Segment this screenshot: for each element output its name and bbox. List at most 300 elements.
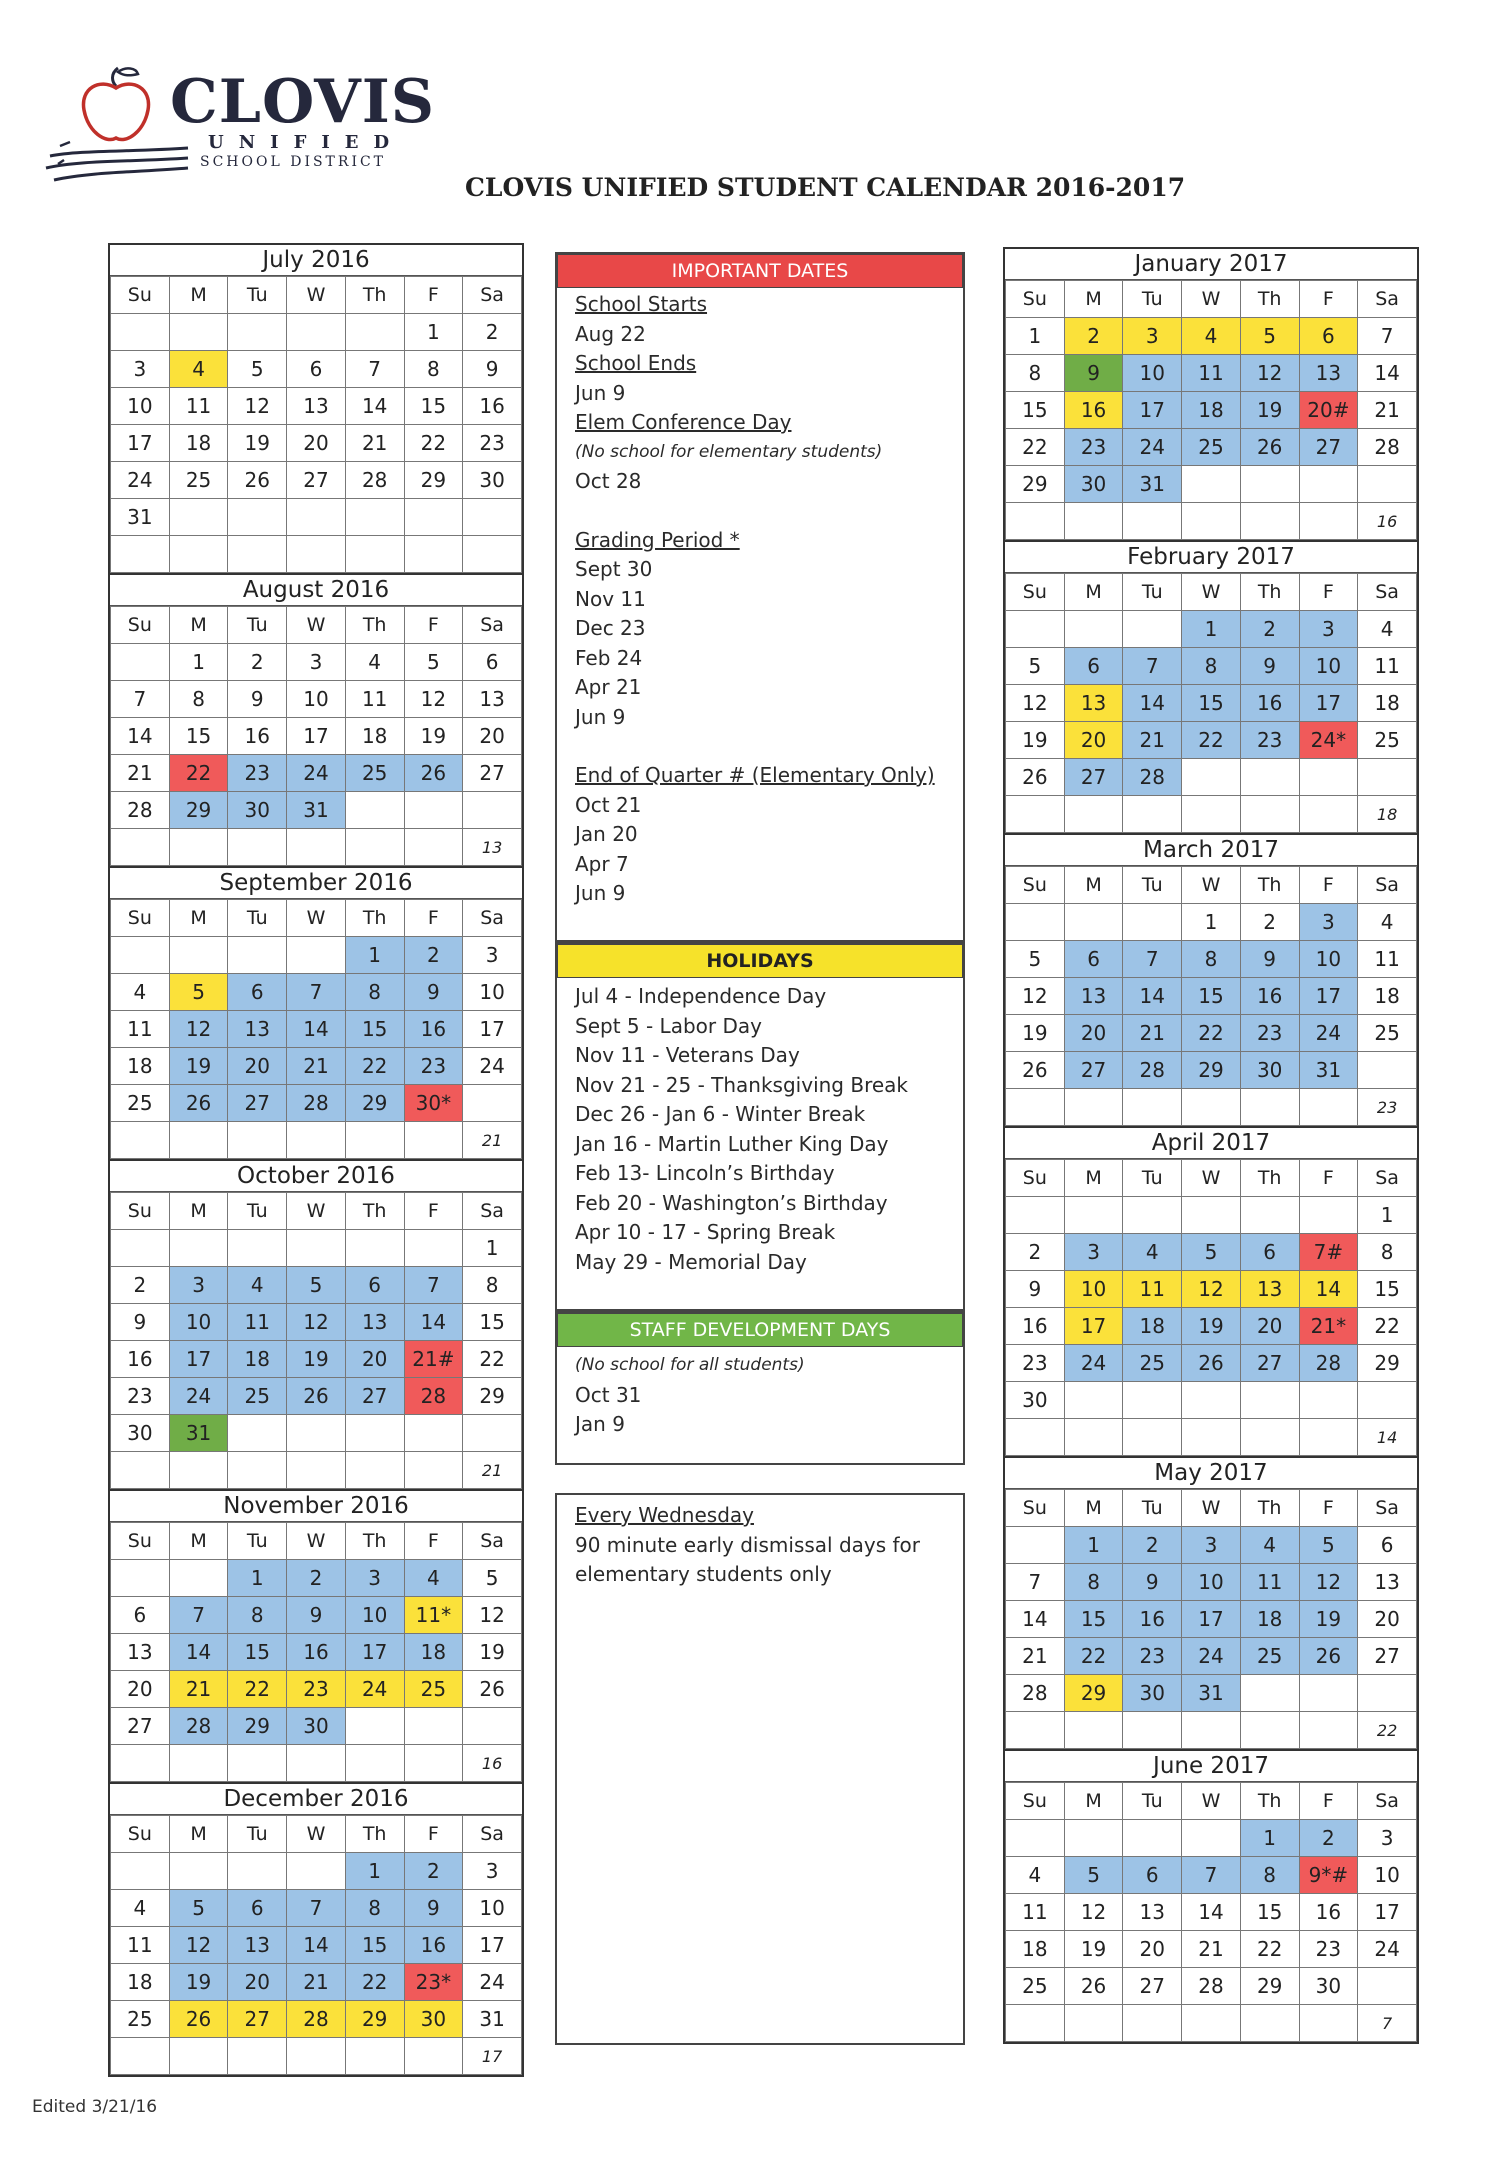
day-cell: 18 [1240,1601,1299,1638]
empty-cell [1240,759,1299,796]
month-grid [110,899,522,1159]
day-cell: 29 [404,462,463,499]
day-cell: 17 [345,1634,404,1671]
day-cell: 16 [1240,685,1299,722]
empty-cell [287,2038,346,2075]
day-cell: 2 [287,1560,346,1597]
empty-cell [1299,759,1358,796]
weekday-header: Su [1006,1490,1065,1527]
day-cell: 26 [228,462,287,499]
day-cell: 3 [287,644,346,681]
day-cell: 25 [111,1085,170,1122]
empty-cell [345,1415,404,1452]
day-cell: 20 [1064,722,1123,759]
empty-cell [1182,1382,1241,1419]
empty-cell [1240,1712,1299,1749]
weekday-header: W [287,1523,346,1560]
week-row [111,1560,522,1597]
day-cell: 17 [1299,685,1358,722]
empty-cell [111,536,170,573]
day-cell: 27 [345,1378,404,1415]
day-cell: 13 [1358,1564,1417,1601]
day-cell: 11 [228,1304,287,1341]
weekday-header: Sa [1358,867,1417,904]
day-cell: 21 [287,1964,346,2001]
day-cell: 12 [169,1011,228,1048]
day-cell: 30 [463,462,522,499]
empty-cell [404,499,463,536]
day-cell: 1 [345,937,404,974]
day-cell: 22 [169,755,228,792]
day-cell: 6 [1299,318,1358,355]
day-cell: 19 [228,425,287,462]
week-row [1006,1308,1417,1345]
school-day-count: 14 [1358,1419,1417,1456]
spacer [557,732,963,761]
empty-cell [1182,1712,1241,1749]
empty-cell [228,937,287,974]
empty-cell [1299,466,1358,503]
day-cell: 19 [287,1341,346,1378]
day-cell: 20 [228,1048,287,1085]
empty-cell [1182,796,1241,833]
weekday-header: M [169,607,228,644]
empty-cell [287,1452,346,1489]
day-cell: 9 [1240,941,1299,978]
day-cell: 11* [404,1597,463,1634]
empty-cell [1299,1419,1358,1456]
weekday-header: Tu [1123,574,1182,611]
weekday-header: Th [345,1523,404,1560]
empty-cell [463,792,522,829]
day-cell: 19 [169,1964,228,2001]
list-heading: End of Quarter # (Elementary Only) [575,763,935,787]
week-row [1006,1638,1417,1675]
empty-cell [169,1230,228,1267]
day-cell: 1 [1240,1820,1299,1857]
empty-cell [228,1122,287,1159]
weekday-header: Sa [1358,1783,1417,1820]
weekday-header: F [1299,867,1358,904]
weekday-header: Th [1240,1160,1299,1197]
empty-cell [287,937,346,974]
day-cell: 7 [1123,941,1182,978]
day-cell: 10 [463,974,522,1011]
month-grid [110,276,522,573]
school-day-count: 13 [463,829,522,866]
weekday-header: W [287,1816,346,1853]
day-cell: 3 [1299,611,1358,648]
month-grid [1005,1782,1417,2042]
month-title: March 2017 [1005,835,1417,866]
day-cell: 12 [287,1304,346,1341]
day-cell: 1 [1182,611,1241,648]
day-cell: 3 [1064,1234,1123,1271]
document-title: CLOVIS UNIFIED STUDENT CALENDAR 2016-2017 [465,173,1186,202]
day-cell: 27 [1299,429,1358,466]
month-title: August 2016 [110,575,522,606]
week-row [111,1597,522,1634]
weekday-header: Tu [1123,1783,1182,1820]
day-cell: 16 [404,1927,463,1964]
week-row [1006,1820,1417,1857]
day-cell: 21 [345,425,404,462]
weekday-header: Sa [463,1816,522,1853]
day-cell: 5 [1006,941,1065,978]
day-cell: 11 [345,681,404,718]
weekday-header: F [1299,1490,1358,1527]
day-cell: 12 [1064,1894,1123,1931]
list-item: May 29 - Memorial Day [575,1249,807,1274]
day-cell: 30 [1006,1382,1065,1419]
empty-cell [111,1452,170,1489]
school-day-count: 21 [463,1452,522,1489]
day-cell: 19 [1006,722,1065,759]
day-cell: 3 [345,1560,404,1597]
weekday-header: Su [111,1523,170,1560]
empty-cell [463,1708,522,1745]
day-cell: 17 [1299,978,1358,1015]
day-cell: 21 [169,1671,228,1708]
month-title: July 2016 [110,245,522,276]
day-cell: 21 [1006,1638,1065,1675]
day-cell: 14 [287,1927,346,1964]
day-cell: 23 [287,1671,346,1708]
week-row [111,462,522,499]
list-item: Nov 11 [575,586,646,611]
day-cell: 28 [1123,759,1182,796]
day-cell: 30 [111,1415,170,1452]
edited-date: Edited 3/21/16 [32,2097,158,2117]
empty-cell [1064,2005,1123,2042]
month-april-2017 [1003,1126,1419,1456]
empty-cell [1123,796,1182,833]
weekday-header: Tu [228,277,287,314]
day-cell: 13 [1299,355,1358,392]
weekday-header: Su [1006,867,1065,904]
empty-cell [1182,2005,1241,2042]
week-row [1006,1015,1417,1052]
week-row [111,1890,522,1927]
day-cell: 8 [1182,648,1241,685]
day-cell: 16 [463,388,522,425]
day-cell: 2 [1240,904,1299,941]
week-row [111,499,522,536]
month-title: October 2016 [110,1161,522,1192]
day-cell: 19 [1006,1015,1065,1052]
day-cell: 23 [1006,1345,1065,1382]
day-cell: 11 [1006,1894,1065,1931]
week-row [1006,1345,1417,1382]
day-cell: 23 [1299,1931,1358,1968]
week-row [111,1267,522,1304]
empty-cell [1123,1820,1182,1857]
day-cell: 18 [228,1341,287,1378]
day-cell: 8 [463,1267,522,1304]
day-cell: 12 [228,388,287,425]
list-item: Feb 13- Lincoln’s Birthday [575,1161,835,1185]
day-cell: 13 [463,681,522,718]
day-cell: 2 [463,314,522,351]
day-cell: 9 [1240,648,1299,685]
empty-cell [111,1560,170,1597]
empty-cell [1123,1089,1182,1126]
month-july-2016 [108,243,524,573]
day-cell: 5 [1240,318,1299,355]
empty-cell [1358,1968,1417,2005]
empty-cell [228,1853,287,1890]
empty-cell [345,2038,404,2075]
day-cell: 14 [1182,1894,1241,1931]
day-cell: 1 [1064,1527,1123,1564]
weekday-header: Sa [1358,1490,1417,1527]
day-cell: 27 [228,1085,287,1122]
day-cell: 18 [169,425,228,462]
day-cell: 13 [345,1304,404,1341]
day-cell: 8 [1182,941,1241,978]
empty-cell [345,792,404,829]
day-cell: 31 [1182,1675,1241,1712]
weekday-header: Th [1240,1490,1299,1527]
day-cell: 11 [169,388,228,425]
day-cell: 14 [1358,355,1417,392]
weekday-header: Sa [1358,574,1417,611]
empty-cell [1182,1089,1241,1126]
day-cell: 3 [1358,1820,1417,1857]
day-cell: 28 [1006,1675,1065,1712]
day-cell: 14 [287,1011,346,1048]
calendar-column-fall [108,243,524,2077]
day-cell: 25 [1358,1015,1417,1052]
empty-cell [1123,2005,1182,2042]
day-cell: 7 [345,351,404,388]
empty-cell [1240,1419,1299,1456]
day-cell: 22 [404,425,463,462]
week-row [1006,1601,1417,1638]
day-cell: 28 [287,2001,346,2038]
day-cell: 1 [1358,1197,1417,1234]
day-cell: 14 [111,718,170,755]
empty-cell [169,937,228,974]
week-row [1006,1197,1417,1234]
day-cell: 9*# [1299,1857,1358,1894]
week-row [1006,318,1417,355]
day-cell: 2 [404,1853,463,1890]
week-row [111,1853,522,1890]
empty-cell [287,499,346,536]
day-cell: 4 [228,1267,287,1304]
day-cell: 27 [463,755,522,792]
day-cell: 3 [1299,904,1358,941]
day-cell: 17 [1064,1308,1123,1345]
day-cell: 29 [463,1378,522,1415]
day-cell: 7 [1006,1564,1065,1601]
list-item: Oct 31 [575,1382,642,1407]
day-cell: 13 [1123,1894,1182,1931]
empty-cell [463,499,522,536]
day-cell: 26 [463,1671,522,1708]
list-item: Sept 30 [575,557,653,581]
empty-cell [287,314,346,351]
school-day-count: 16 [463,1745,522,1782]
empty-cell [1182,1197,1241,1234]
empty-cell [1240,1197,1299,1234]
empty-cell [345,1452,404,1489]
day-cell: 27 [228,2001,287,2038]
day-cell: 10 [1358,1857,1417,1894]
day-cell: 26 [1006,759,1065,796]
month-august-2016 [108,573,524,866]
day-cell: 1 [169,644,228,681]
empty-cell [1299,1675,1358,1712]
day-cell: 17 [463,1011,522,1048]
weekday-header: F [1299,1783,1358,1820]
day-cell: 3 [463,1853,522,1890]
day-cell: 9 [463,351,522,388]
day-cell: 24 [111,462,170,499]
day-cell: 1 [345,1853,404,1890]
empty-cell [111,644,170,681]
list-item: Jun 9 [575,881,626,905]
empty-cell [1006,1820,1065,1857]
day-cell: 3 [1182,1527,1241,1564]
wednesday-line-2: elementary students only [575,1562,832,1586]
day-cell: 29 [1064,1675,1123,1712]
weekday-header: W [287,900,346,937]
empty-cell [1182,466,1241,503]
month-grid [1005,866,1417,1126]
day-cell: 28 [404,1378,463,1415]
day-cell: 24 [1299,1015,1358,1052]
empty-cell [404,792,463,829]
day-cell: 7 [1182,1857,1241,1894]
empty-cell [1123,1419,1182,1456]
empty-cell [169,1560,228,1597]
important-dates-box [555,252,965,942]
day-cell: 31 [111,499,170,536]
day-cell: 3 [1123,318,1182,355]
day-cell: 22 [1182,1015,1241,1052]
weekday-header: W [287,277,346,314]
day-cell: 21 [1123,1015,1182,1052]
day-cell: 28 [1299,1345,1358,1382]
empty-cell [169,1853,228,1890]
day-cell: 8 [169,681,228,718]
day-cell: 27 [1123,1968,1182,2005]
day-cell: 23 [1240,722,1299,759]
day-cell: 23 [463,425,522,462]
day-cell: 6 [463,644,522,681]
holidays-list [557,978,963,1277]
empty-cell [169,2038,228,2075]
weekday-header: M [169,1193,228,1230]
week-row [111,755,522,792]
day-cell: 5 [287,1267,346,1304]
week-row [1006,648,1417,685]
month-october-2016 [108,1159,524,1489]
empty-cell [1240,1089,1299,1126]
day-cell: 4 [111,974,170,1011]
day-cell: 5 [404,644,463,681]
empty-cell [404,536,463,573]
day-cell: 11 [1358,648,1417,685]
day-cell: 30 [1123,1675,1182,1712]
school-day-count: 22 [1358,1712,1417,1749]
day-cell: 28 [287,1085,346,1122]
empty-cell [1299,1712,1358,1749]
day-cell: 24 [1064,1345,1123,1382]
week-row [1006,1527,1417,1564]
empty-cell [111,1853,170,1890]
school-day-count: 7 [1358,2005,1417,2042]
empty-cell [345,499,404,536]
day-cell: 11 [1358,941,1417,978]
day-cell: 25 [404,1671,463,1708]
day-cell: 30 [404,2001,463,2038]
empty-cell [404,2038,463,2075]
empty-cell [228,1452,287,1489]
empty-cell [228,1745,287,1782]
list-heading: Grading Period * [575,527,740,552]
empty-cell [111,937,170,974]
day-cell: 11 [1182,355,1241,392]
empty-cell [345,1745,404,1782]
day-cell: 16 [1123,1601,1182,1638]
week-row [111,1085,522,1122]
week-row [1006,1968,1417,2005]
day-cell: 6 [287,351,346,388]
weekday-header: Sa [463,1193,522,1230]
day-cell: 11 [111,1927,170,1964]
list-item: Apr 7 [575,851,629,876]
empty-cell [169,499,228,536]
weekday-header: Th [345,607,404,644]
day-cell: 14 [345,388,404,425]
day-cell: 17 [287,718,346,755]
month-grid [1005,573,1417,833]
day-cell: 7 [404,1267,463,1304]
day-cell: 29 [228,1708,287,1745]
day-cell: 17 [111,425,170,462]
day-cell: 22 [345,1048,404,1085]
month-december-2016 [108,1782,524,2077]
week-row [111,974,522,1011]
spacer [557,497,963,526]
day-cell: 19 [1064,1931,1123,1968]
week-row [111,937,522,974]
day-cell: 6 [1123,1857,1182,1894]
empty-cell [404,1122,463,1159]
month-february-2017 [1003,540,1419,833]
day-cell: 5 [1064,1857,1123,1894]
month-title: June 2017 [1005,1751,1417,1782]
week-row [1006,904,1417,941]
empty-cell [1123,1197,1182,1234]
day-cell: 4 [1240,1527,1299,1564]
day-cell: 5 [228,351,287,388]
day-cell: 18 [345,718,404,755]
day-cell: 17 [1358,1894,1417,1931]
day-cell: 27 [111,1708,170,1745]
weekday-header: Sa [463,607,522,644]
weekday-header: Tu [228,1816,287,1853]
empty-cell [287,1230,346,1267]
day-cell: 15 [169,718,228,755]
day-cell: 25 [228,1378,287,1415]
weekday-header: Th [345,900,404,937]
weekday-header: Su [111,1193,170,1230]
staff-development-box [555,1311,965,1465]
